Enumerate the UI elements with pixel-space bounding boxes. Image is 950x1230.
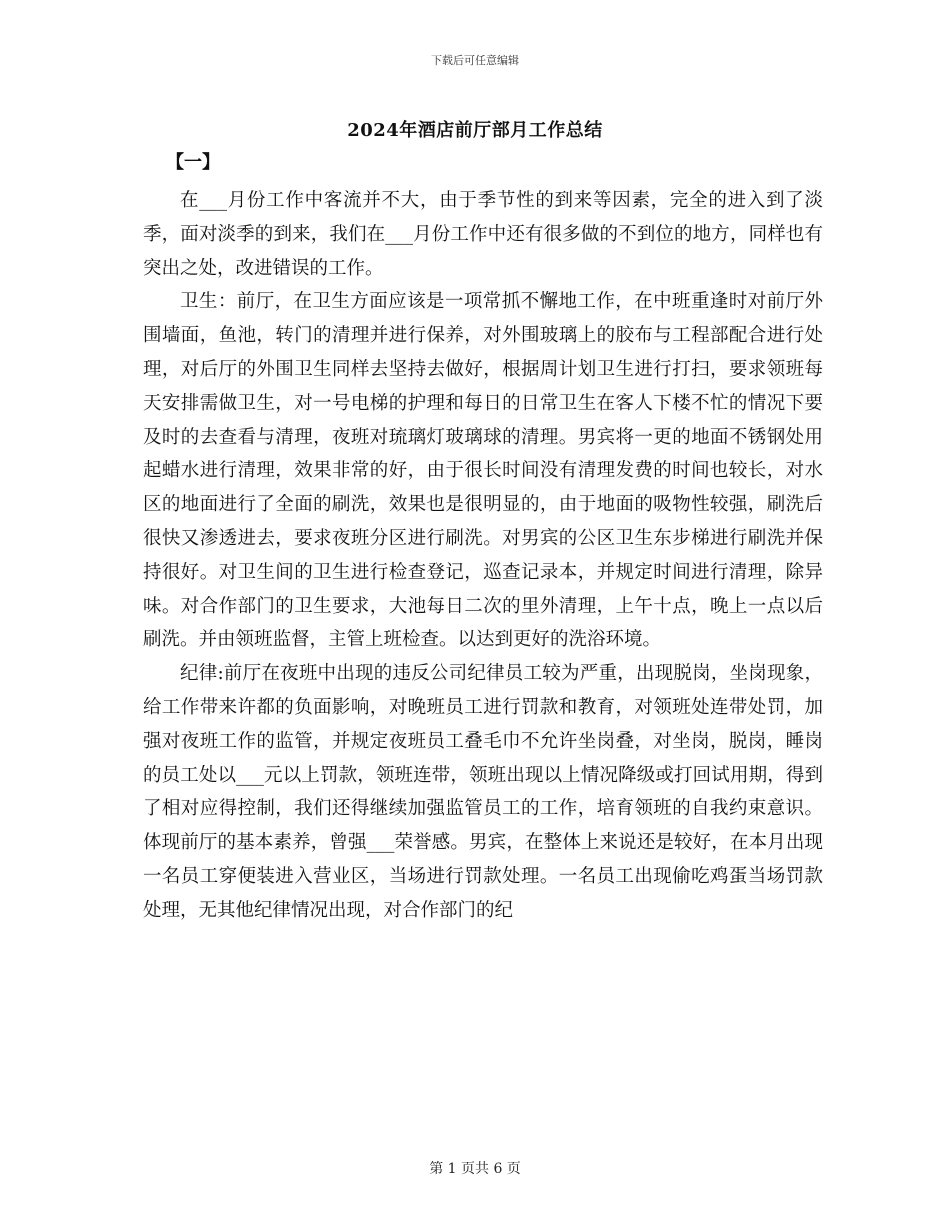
page-footer: 第 1 页共 6 页 bbox=[429, 1161, 521, 1177]
paragraph-discipline: 纪律:前厅在夜班中出现的违反公司纪律员工较为严重，出现脱岗，坐岗现象，给工作带来许都的负面影响，对晚班员工进行罚款和教育，对领班处连带处罚，加强对夜班工作的监管，并规定夜班员工叠毛巾不允许坐岗叠，对坐岗，脱岗，睡岗的员工处以___元以上罚款，领班连带，领班出现以上情况降级或打回试用期，得到了相对应得控制，我们还得继续加强监管员工的工作，培育领班的自我约束意识。体现前厅的基本素养，曾强___荣誉感。男宾，在整体上来说还是较好，在本月出现一名员工穿便装进入营业区，当场进行罚款处理。一名员工出现偷吃鸡蛋当场罚款处理，无其他纪律情况出现，对合作部门的纪 bbox=[143, 663, 823, 921]
document-body bbox=[143, 184, 823, 928]
section-heading: 【一】 bbox=[166, 152, 220, 173]
paragraph-intro: 在___月份工作中客流并不大，由于季节性的到来等因素，完全的进入到了淡季，面对淡季的到来，我们在___月份工作中还有很多做的不到位的地方，同样也有突出之处，改进错误的工作。 bbox=[143, 190, 823, 279]
header-note: 下载后可任意编辑 bbox=[431, 54, 519, 67]
document-title: 2024年酒店前厅部月工作总结 bbox=[347, 120, 603, 141]
paragraph-hygiene: 卫生：前厅，在卫生方面应该是一项常抓不懈地工作，在中班重逢时对前厅外围墙面，鱼池，转门的清理并进行保养，对外围玻璃上的胶布与工程部配合进行处理，对后厅的外围卫生同样去坚持去做好，根据周计划卫生进行打扫，要求领班每天安排需做卫生，对一号电梯的护理和每日的日常卫生在客人下楼不忙的情况下要及时的去查看与清理，夜班对琉璃灯玻璃球的清理。男宾将一更的地面不锈钢处用起蜡水进行清理，效果非常的好，由于很长时间没有清理发费的时间也较长，对水区的地面进行了全面的刷洗，效果也是很明显的，由于地面的吸物性较强，刷洗后很快又渗透进去，要求夜班分区进行刷洗。对男宾的公区卫生东步梯进行刷洗并保持很好。对卫生间的卫生进行检查登记，巡查记录本，并规定时间进行清理，除异味。对合作部门的卫生要求，大池每日二次的里外清理，上午十点，晚上一点以后刷洗。并由领班监督，主管上班检查。以达到更好的洗浴环境。 bbox=[143, 291, 823, 651]
